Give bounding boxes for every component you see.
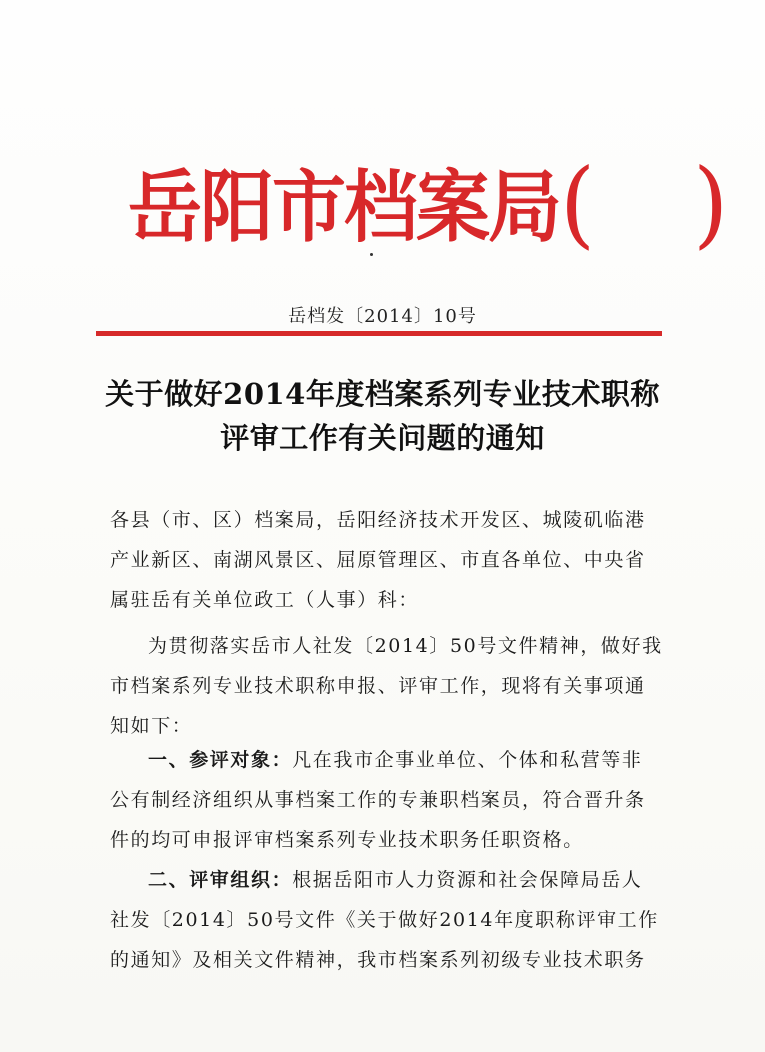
section-1-line-1-text: 凡在我市企事业单位、个体和私营等非	[292, 749, 643, 771]
salutation-line-3: 属驻岳有关单位政工（人事）科：	[110, 589, 420, 611]
salutation-line-1: 各县（市、区）档案局，岳阳经济技术开发区、城陵矶临港	[110, 509, 646, 531]
section-1-line-1	[148, 740, 642, 780]
section-2-heading: 二、评审组织：	[148, 869, 293, 891]
letterhead-close-paren: )	[693, 148, 727, 260]
letterhead-open-paren: (	[560, 148, 594, 260]
intro-line-1: 为贯彻落实岳市人社发〔2014〕50号文件精神，做好我	[148, 635, 663, 657]
stray-dot	[370, 253, 373, 256]
section-2-line-1-text: 根据岳阳市人力资源和社会保障局岳人	[292, 869, 643, 891]
section-2-line-1	[148, 860, 642, 900]
letterhead-red-rule	[96, 331, 662, 336]
salutation-line-2: 产业新区、南湖风景区、屈原管理区、市直各单位、中央省	[110, 549, 646, 571]
section-2	[110, 860, 659, 990]
letterhead-org-name: 岳阳市档案局	[128, 162, 560, 253]
section-2-line-3: 的通知》及相关文件精神，我市档案系列初级专业技术职务	[110, 949, 646, 971]
section-2-line-2: 社发〔2014〕50号文件《关于做好2014年度职称评审工作	[110, 909, 659, 931]
document-number: 岳档发〔2014〕10号	[288, 306, 477, 327]
section-1-line-3: 件的均可申报评审档案系列专业技术职务任职资格。	[110, 829, 584, 851]
document-title-line-1: 关于做好2014年度档案系列专业技术职称	[105, 377, 660, 411]
intro-line-2: 市档案系列专业技术职称申报、评审工作，现将有关事项通	[110, 675, 646, 697]
letterhead-title	[128, 148, 727, 260]
section-1-line-2: 公有制经济组织从事档案工作的专兼职档案员，符合晋升条	[110, 789, 646, 811]
section-1-heading: 一、参评对象：	[148, 749, 293, 771]
intro-line-3: 知如下：	[110, 715, 193, 737]
section-1	[110, 740, 650, 860]
document-title-line-2: 评审工作有关问题的通知	[220, 421, 545, 455]
